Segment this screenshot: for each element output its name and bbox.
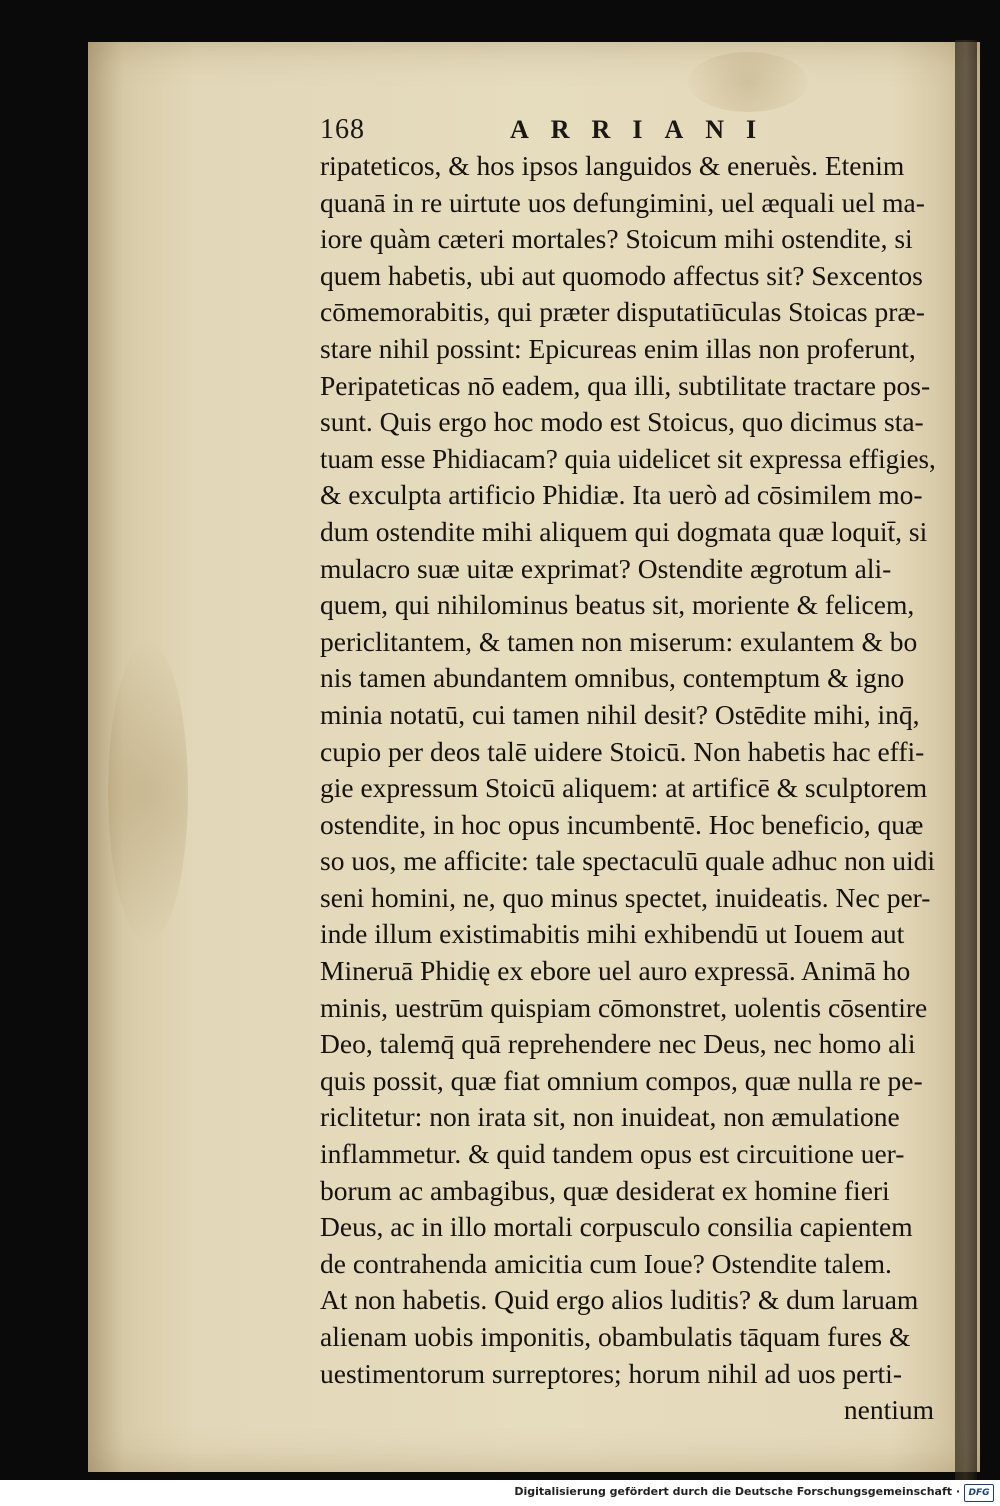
- running-title: ARRIANI: [510, 115, 779, 144]
- text-line: & exculpta artificio Phidiæ. Ita uerò ad cōsimilem mo-: [320, 479, 923, 511]
- text-line: nis tamen abundantem omnibus, contemptum & igno: [320, 662, 905, 694]
- text-line: dum ostendite mihi aliquem qui dogmata quæ loquit̄, si: [320, 515, 928, 547]
- text-line: Peripateticas nō eadem, qua illi, subtilitate tractare pos-: [320, 369, 931, 401]
- text-line: Deus, ac in illo mortali corpusculo consilia capientem: [320, 1211, 913, 1243]
- text-line: quis possit, quæ fiat omnium compos, quæ nulla re pe-: [320, 1064, 923, 1096]
- text-line: Deo, talemq̄ quā reprehendere nec Deus, nec homo ali: [320, 1028, 916, 1060]
- text-line: minia notatū, cui tamen nihil desit? Ostēdite mihi, inq̄,: [320, 698, 920, 730]
- page-stain: [108, 642, 188, 942]
- text-line: ripateticos, & hos ipsos languidos & eneruès. Etenim: [320, 150, 905, 181]
- body-text: [320, 148, 936, 1429]
- text-line: At non habetis. Quid ergo alios luditis? & dum laruam: [320, 1284, 919, 1316]
- text-line: riclitetur: non irata sit, non inuideat, non æmulatione: [320, 1101, 900, 1133]
- text-line: cōmemorabitis, qui præter disputatiūculas Stoicas præ-: [320, 296, 925, 328]
- catchword: nentium: [843, 1394, 934, 1426]
- text-line: de contrahenda amicitia cum Ioue? Ostendite talem.: [320, 1247, 892, 1279]
- page-number: 168: [320, 114, 365, 145]
- text-line: inde illum existimabitis mihi exhibendū ut Iouem aut: [320, 918, 905, 950]
- funding-credit: Digitalisierung gefördert durch die Deutsche Forschungsgemeinschaft ·: [514, 1485, 960, 1498]
- text-line: borum ac ambagibus, quæ desiderat ex homine fieri: [320, 1174, 890, 1206]
- text-line: stare nihil possint: Epicureas enim illas non proferunt,: [320, 332, 916, 364]
- text-line: uestimentorum surreptores; horum nihil ad uos perti-: [320, 1357, 902, 1389]
- running-head: [320, 112, 940, 148]
- page-edge: [955, 40, 977, 1480]
- footer-bar: [0, 1480, 1000, 1506]
- text-line: tuam esse Phidiacam? quia uidelicet sit expressa effigies,: [320, 442, 936, 474]
- text-line: alienam uobis imponitis, obambulatis tāquam fures &: [320, 1321, 911, 1352]
- text-line: cupio per deos talē uidere Stoicū. Non habetis hac effi-: [320, 735, 925, 767]
- text-line: gie expressum Stoicū aliquem: at artificē & sculptorem: [320, 772, 928, 804]
- text-line: quem habetis, ubi aut quomodo affectus sit? Sexcentos: [320, 259, 923, 291]
- text-line: inflammetur. & quid tandem opus est circuitione uer-: [320, 1138, 905, 1170]
- text-line: quanā in re uirtute uos defungimini, uel æquali uel ma-: [320, 186, 925, 218]
- text-line: iore quàm cæteri mortales? Stoicum mihi ostendite, si: [320, 223, 913, 255]
- text-line: sunt. Quis ergo hoc modo est Stoicus, quo dicimus sta-: [320, 406, 924, 438]
- text-line: periclitantem, & tamen non miserum: exulantem & bo: [320, 625, 918, 657]
- text-line: quem, qui nihilominus beatus sit, moriente & felicem,: [320, 589, 915, 621]
- text-line: so uos, me afficite: tale spectaculū quale adhuc non uidi: [320, 845, 935, 877]
- text-line: minis, uestrūm quispiam cōmonstret, uolentis cōsentire: [320, 991, 928, 1023]
- text-line: seni homini, ne, quo minus spectet, inuideatis. Nec per-: [320, 881, 931, 913]
- text-line: mulacro suæ uitæ exprimat? Ostendite ægrotum ali-: [320, 552, 892, 584]
- dfg-logo-icon: DFG: [964, 1484, 994, 1502]
- text-line: Mineruā Phidię ex ebore uel auro expressā. Animā ho: [320, 955, 911, 987]
- page-stain: [688, 52, 808, 112]
- text-line: ostendite, in hoc opus incumbentē. Hoc beneficio, quæ: [320, 808, 924, 840]
